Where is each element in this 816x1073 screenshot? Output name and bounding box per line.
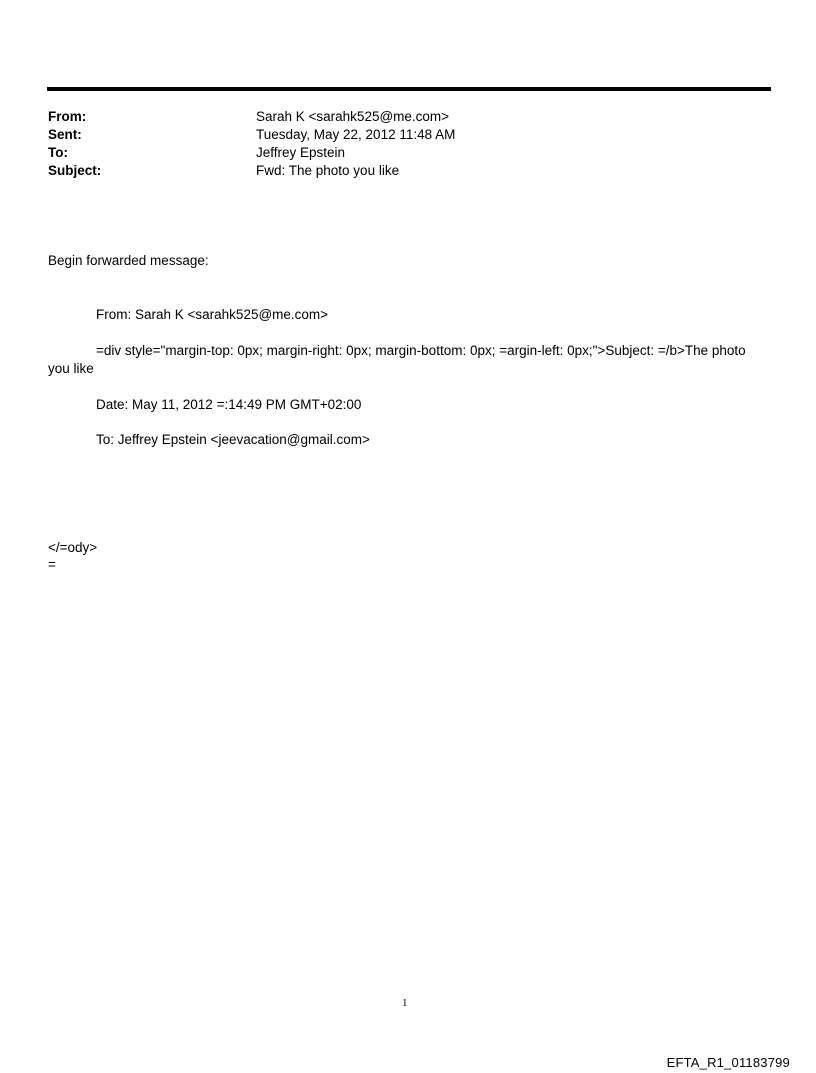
- bates-number: EFTA_R1_01183799: [666, 1055, 790, 1070]
- sent-value: Tuesday, May 22, 2012 11:48 AM: [256, 127, 456, 142]
- sent-label: Sent:: [48, 127, 82, 142]
- forwarded-subject-wrap: you like: [48, 361, 94, 376]
- forwarded-date: Date: May 11, 2012 =:14:49 PM GMT+02:00: [96, 397, 362, 412]
- from-value: Sarah K <sarahk525@me.com>: [256, 109, 450, 124]
- to-label: To:: [48, 145, 68, 160]
- closing-tag: </=ody>: [48, 540, 98, 555]
- closing-equals: =: [48, 557, 56, 572]
- page-number: 1: [402, 997, 408, 1009]
- forwarded-to: To: Jeffrey Epstein <jeevacation@gmail.com>: [96, 432, 370, 447]
- to-value: Jeffrey Epstein: [256, 145, 346, 160]
- from-label: From:: [48, 109, 87, 124]
- subject-value: Fwd: The photo you like: [256, 163, 400, 178]
- forwarded-from: From: Sarah K <sarahk525@me.com>: [96, 307, 329, 322]
- subject-label: Subject:: [48, 163, 102, 178]
- forward-intro: Begin forwarded message:: [48, 253, 209, 268]
- forwarded-div-line: =div style="margin-top: 0px; margin-right: 0px; margin-bottom: 0px; =argin-left: 0px;">Subject: =/b>The photo: [96, 343, 746, 358]
- header-rule: [47, 87, 771, 91]
